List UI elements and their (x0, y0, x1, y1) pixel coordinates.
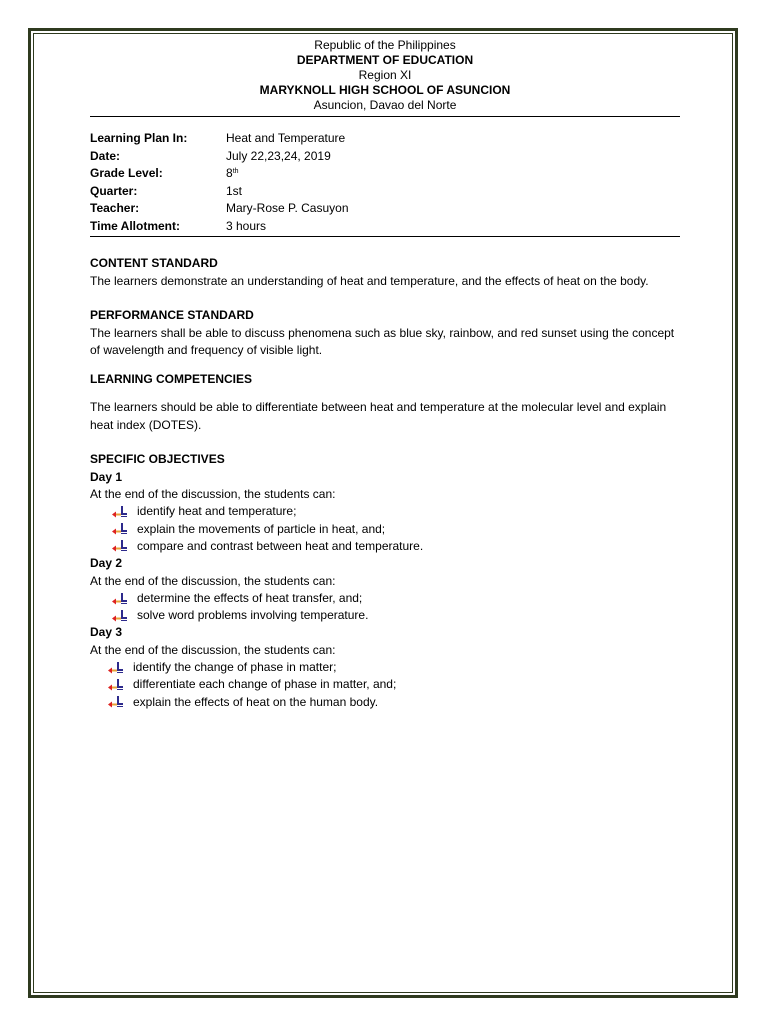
header-divider (90, 116, 680, 117)
info-value: Mary-Rose P. Casuyon (226, 201, 349, 215)
objective-text: determine the effects of heat transfer, and; (137, 590, 363, 605)
info-value: Heat and Temperature (226, 131, 346, 145)
day-label: Day 3 (90, 625, 123, 640)
header-department: DEPARTMENT OF EDUCATION (296, 53, 474, 67)
objectives-day-1 (90, 469, 682, 556)
objective-text: differentiate each change of phase in matter, and; (133, 677, 397, 692)
objective-list (90, 659, 682, 711)
info-divider (90, 236, 680, 237)
objectives-day-2 (90, 555, 682, 624)
lesson-content (90, 255, 682, 711)
specific-objectives-heading: SPECIFIC OBJECTIVES (90, 452, 225, 466)
day-intro: At the end of the discussion, the students can: (90, 573, 336, 588)
arrow-down-left-icon (108, 679, 125, 691)
content-standard-text: The learners demonstrate an understanding of heat and temperature, and the effects of heat on the body. (90, 273, 649, 288)
info-label: Learning Plan In: (90, 131, 188, 145)
plan-info-table (90, 130, 680, 235)
performance-standard-heading: PERFORMANCE STANDARD (90, 308, 254, 322)
info-label: Quarter: (90, 183, 138, 198)
day-label: Day 2 (90, 556, 123, 571)
objective-item (112, 521, 682, 538)
objective-text: compare and contrast between heat and temperature. (137, 538, 424, 553)
info-value: 1st (226, 183, 243, 198)
info-row-date (90, 148, 680, 166)
info-label: Date: (90, 148, 121, 163)
info-value: 3 hours (226, 218, 267, 233)
arrow-down-left-icon (112, 593, 129, 605)
performance-standard-text: The learners shall be able to discuss phenomena such as blue sky, rainbow, and red sunset using the concept of wavelength and frequency of visible light. (90, 325, 675, 357)
objective-item (108, 677, 682, 694)
objective-item (112, 538, 682, 555)
objective-list (90, 590, 682, 624)
grade-suffix: th (232, 168, 239, 175)
objective-item (108, 694, 682, 711)
objective-text: explain the effects of heat on the human body. (133, 694, 379, 709)
info-row-quarter (90, 183, 680, 201)
grade-number: 8 (226, 166, 233, 180)
arrow-down-left-icon (108, 696, 125, 708)
document-header (90, 38, 680, 113)
objective-item (112, 607, 682, 624)
objective-item (112, 504, 682, 521)
header-region: Region XI (358, 68, 412, 82)
learning-competencies-heading: LEARNING COMPETENCIES (90, 371, 253, 386)
info-row-time (90, 218, 680, 236)
day-intro: At the end of the discussion, the students can: (90, 487, 336, 501)
objective-list (90, 504, 682, 556)
day-intro: At the end of the discussion, the students can: (90, 642, 336, 657)
objective-item (112, 590, 682, 607)
arrow-down-left-icon (112, 610, 129, 622)
info-row-teacher (90, 200, 680, 218)
header-address: Asuncion, Davao del Norte (313, 98, 457, 112)
arrow-down-left-icon (112, 540, 129, 552)
info-label: Time Allotment: (90, 218, 181, 233)
arrow-down-left-icon (108, 662, 125, 674)
day-label: Day 1 (90, 469, 123, 484)
arrow-down-left-icon (112, 506, 129, 518)
objective-item (108, 659, 682, 676)
objective-text: solve word problems involving temperature. (137, 608, 369, 623)
info-value (226, 165, 680, 183)
info-label: Grade Level: (90, 166, 163, 180)
arrow-down-left-icon (112, 523, 129, 535)
header-school: MARYKNOLL HIGH SCHOOL OF ASUNCION (259, 83, 511, 97)
objective-text: identify the change of phase in matter; (133, 660, 337, 675)
info-row-grade (90, 165, 680, 183)
info-value: July 22,23,24, 2019 (226, 148, 331, 163)
objective-text: explain the movements of particle in heat, and; (137, 521, 386, 536)
objective-text: identify heat and temperature; (137, 504, 297, 519)
info-label: Teacher: (90, 201, 140, 215)
info-row-plan (90, 130, 680, 148)
objectives-day-3 (90, 624, 682, 711)
learning-competencies-text: The learners should be able to differentiate between heat and temperature at the molecular level and explain heat index (DOTES). (90, 400, 667, 432)
content-standard-heading: CONTENT STANDARD (90, 256, 218, 270)
header-country: Republic of the Philippines (314, 38, 456, 52)
